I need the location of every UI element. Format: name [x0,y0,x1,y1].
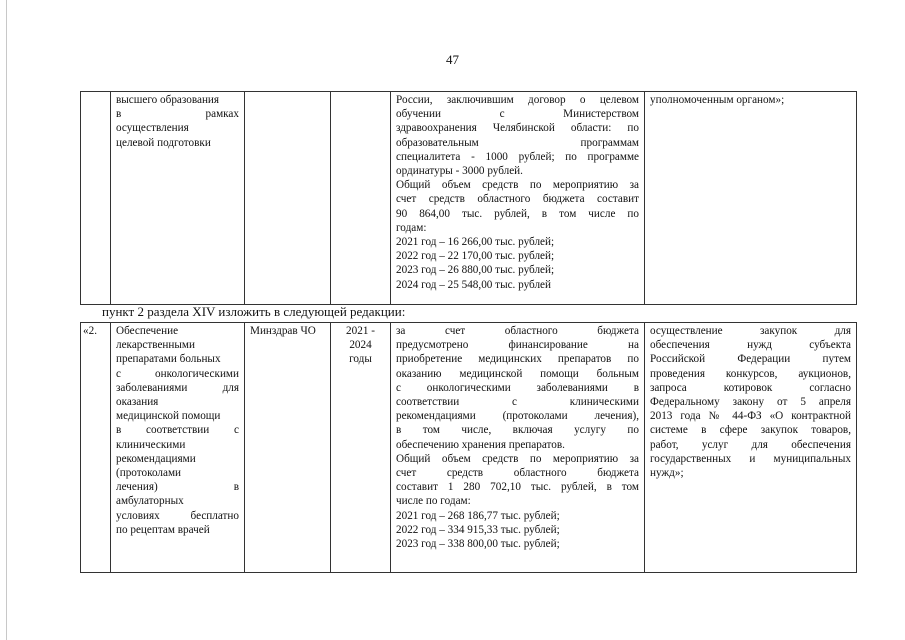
text-line: 2021 год – 268 186,77 тыс. рублей; [396,509,560,522]
page-edge [6,0,7,640]
text-line: Общий объем средств по мероприятию за [396,179,639,192]
text-line: специалитета - 1000 рублей; по программе [396,150,639,163]
text-line: 2024 год – 25 548,00 тыс. рублей [396,278,551,291]
text-line: здравоохранения Челябинской области: по [396,122,639,135]
text-line: лекарственными [116,339,195,352]
cell-period [331,92,391,305]
cell-event-name [111,323,245,573]
cell-executor [245,92,331,305]
text-line: годы [349,353,372,366]
text-line: приобретение медицинских препаратов по [396,353,639,366]
text-line: 90 864,00 тыс. рублей, в том числе по [396,207,639,220]
text-line: Федеральному закону от 5 апреля [650,396,851,409]
text-line: 2021 год – 16 266,00 тыс. рублей; [396,236,555,249]
text-line: (протоколами [116,467,182,480]
page-number: 47 [446,52,459,67]
cell-result: уполномоченным органом»; [645,92,857,305]
text-line: Общий объем средств по мероприятию за [396,452,639,465]
text-line: целевой подготовки [116,136,211,149]
text-line: амбулаторных [116,495,184,508]
text-line: счет средств областного бюджета [396,467,639,480]
text-line: лечения) в [116,481,239,494]
text-line: заболеваниями для [116,381,239,394]
cell-period [331,323,391,573]
text-line: составит 1 280 702,10 тыс. рублей, в том [396,481,639,494]
text-line: числе по годам: [396,495,471,508]
text-line [116,107,239,121]
text-line: образовательным программам [396,136,639,149]
text-line: высшего образования [116,94,220,106]
text-line: клиническими [116,438,186,451]
text-line: 2021 - [346,325,375,337]
text-line: обучении с Министерством [396,108,639,121]
text-fragment: в рамках [116,108,239,121]
text-line: системе в сфере закупок товаров, [650,424,851,437]
text-line: с онкологическими заболеваниями в [396,381,639,394]
cell-result [645,323,857,573]
bottom-table [80,322,857,573]
text-line: 2022 год – 334 915,33 тыс. рублей; [396,523,560,536]
text-line: Российской Федерации путем [650,353,851,366]
cell-number [81,92,111,305]
text-line: с онкологическими [116,367,239,380]
cell-event-name [111,92,245,305]
text-line: нужд»; [650,467,684,480]
text-line: условиях бесплатно [116,509,239,522]
text-line: 2023 год – 338 800,00 тыс. рублей; [396,538,560,551]
text-line: препаратами больных [116,353,221,366]
text-line: осуществление закупок для [650,325,851,337]
text-line: в том числе, включая услугу по [396,424,639,437]
text-line: осуществления [116,122,189,135]
text-line: обеспечению хранения препаратов. [396,438,565,451]
text-line: работ, услуг для обеспечения [650,438,851,451]
text-line: обеспечения нужд субъекта [650,339,851,352]
text-line: по рецептам врачей [116,523,210,536]
text-line: Обеспечение [116,325,179,337]
text-line: за счет областного бюджета [396,325,639,337]
cell-description [391,323,645,573]
cell-description [391,92,645,305]
text-line: 2024 [349,339,372,352]
text-line: оказания [116,396,159,409]
text-line: медицинской помощи [116,410,221,423]
table-row [81,323,857,573]
text-line: годам: [396,221,427,234]
text-line: рекомендациями [116,452,196,465]
text-line: 2013 года № 44-ФЗ «О контрактной [650,410,851,423]
text-line: 2023 год – 26 880,00 тыс. рублей; [396,264,555,277]
cell-executor: Минздрав ЧО [245,323,331,573]
text-line: ординатуры - 3000 рублей. [396,165,523,178]
top-table [80,91,857,305]
section-caption: пункт 2 раздела XIV изложить в следующей редакции: [102,304,406,319]
text-line: 2022 год – 22 170,00 тыс. рублей; [396,250,555,263]
cell-number: «2. [81,323,111,573]
text-line: России, заключившим договор о целевом [396,94,639,106]
text-line: предусмотрено финансирование на [396,339,639,352]
text-line: рекомендациями (протоколами лечения), [396,410,639,423]
text-line: проведения конкурсов, аукционов, [650,367,851,380]
text-line: соответствии с клиническими [396,396,639,409]
text-line: запроса котировок согласно [650,381,851,394]
text-line: в соответствии с [116,424,239,437]
text-line: оказанию медицинской помощи больным [396,367,639,380]
text-line: счет средств областного бюджета составит [396,193,639,206]
text-line: государственных и муниципальных [650,452,851,465]
table-row [81,92,857,305]
